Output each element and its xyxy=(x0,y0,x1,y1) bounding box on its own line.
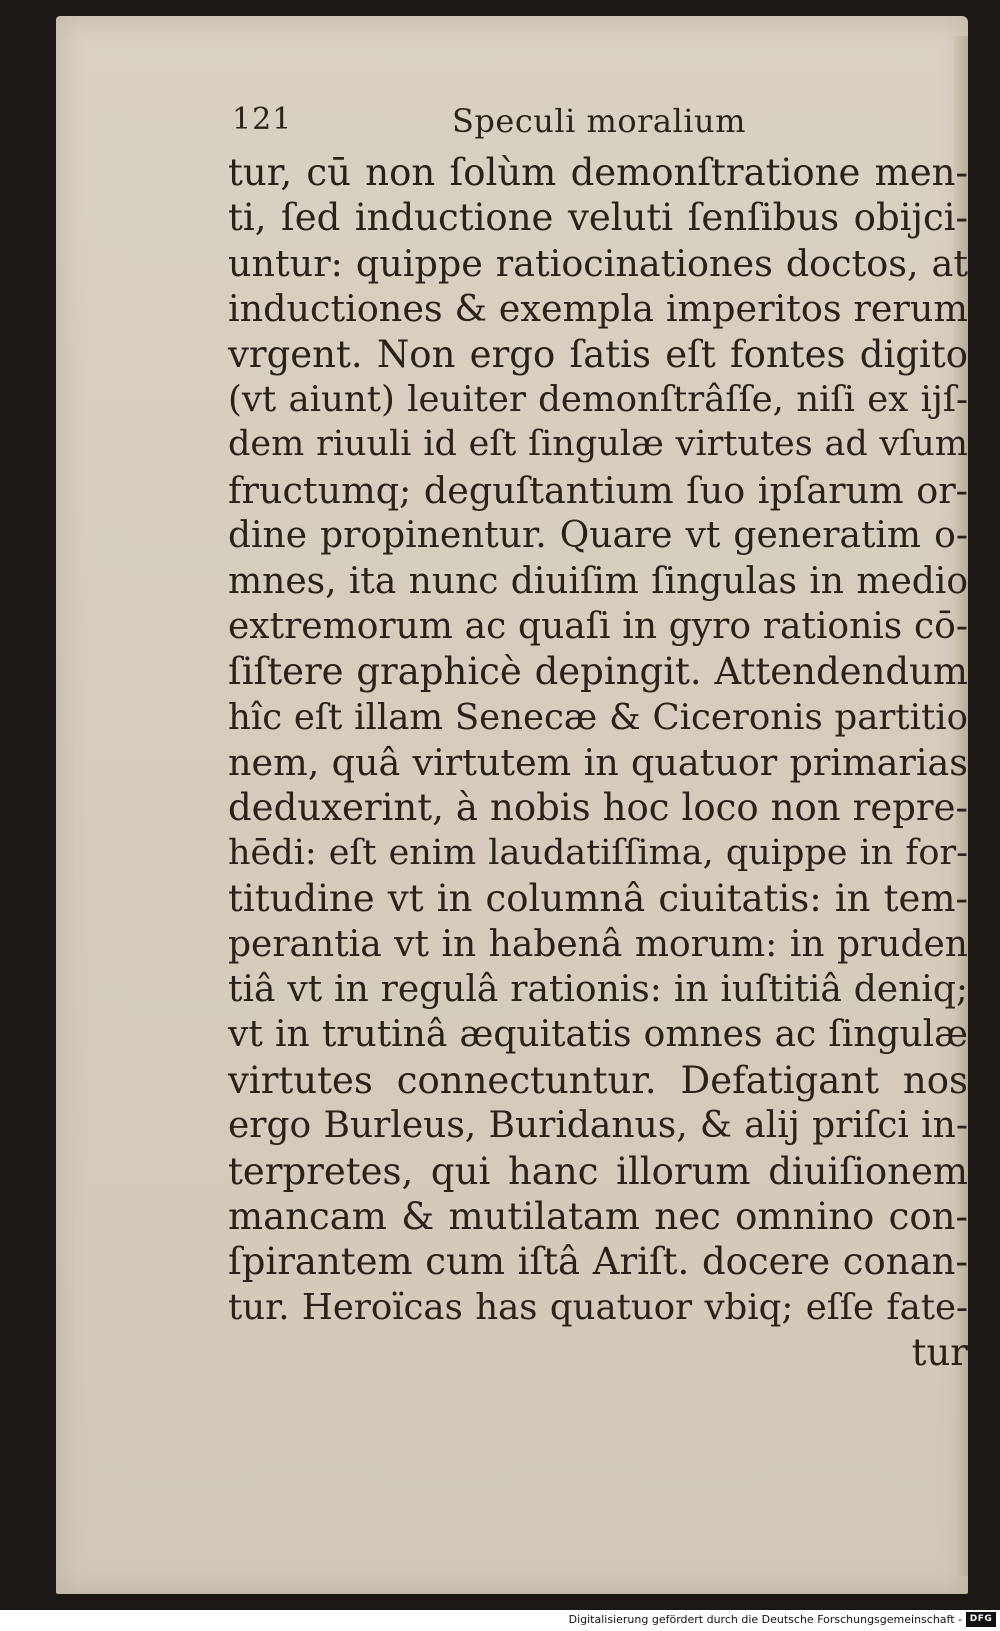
text-line: hēdi: eſt enim laudatiſſima, quippe in for- xyxy=(228,832,968,873)
footer-bar xyxy=(0,1610,1000,1631)
text-line: virtutes connectuntur. Defatigant nos xyxy=(228,1058,968,1102)
text-line: tur, cū non ſolùm demonſtratione men- xyxy=(228,151,968,194)
page-number: 121 xyxy=(232,102,293,137)
text-line: deduxerint, à nobis hoc loco non repre- xyxy=(228,786,968,830)
text-line: vrgent. Non ergo ſatis eſt fontes digito xyxy=(228,332,968,376)
text-line: ſpirantem cum iſtâ Ariſt. docere conan- xyxy=(228,1240,968,1284)
text-line: ſiſtere graphicè depingit. Attendendum xyxy=(228,650,968,694)
text-line: (vt aiunt) leuiter demonſtrâſſe, niſi ex ijſ- xyxy=(228,378,968,420)
text-line: titudine vt in columnâ ciuitatis: in tem- xyxy=(228,877,968,921)
text-line: untur: quippe ratiocinationes doctos, at xyxy=(228,241,968,285)
body-text xyxy=(228,150,968,1376)
text-line: inductiones & exempla imperitos rerum xyxy=(228,287,968,331)
text-line: fructumq; deguſtantium ſuo ipſarum or- xyxy=(228,468,968,512)
text-line: dem riuuli id eſt ſingulæ virtutes ad vſum xyxy=(228,424,968,465)
text-line: ergo Burleus, Buridanus, & alij priſci in- xyxy=(228,1105,968,1147)
text-line: dine propinentur. Quare vt generatim o- xyxy=(228,515,968,557)
page-header xyxy=(232,102,792,148)
text-line: extremorum ac quaſi in gyro rationis cō- xyxy=(228,605,968,647)
text-line: tur. Heroïcas has quatuor vbiq; eſſe fate- xyxy=(228,1286,968,1328)
text-line: hîc eſt illam Senecæ & Ciceronis partitio xyxy=(228,696,968,738)
text-line: ti, ſed inductione veluti ſenſibus obijci- xyxy=(228,196,968,240)
running-title: Speculi moralium xyxy=(452,102,746,140)
catchword: tur xyxy=(911,1331,968,1375)
text-line: mancam & mutilatam nec omnino con- xyxy=(228,1194,968,1238)
text-line: mnes, ita nunc diuiſim ſingulas in medio xyxy=(228,560,968,602)
text-line: nem, quâ virtutem in quatuor primarias xyxy=(228,741,968,785)
text-line: tiâ vt in regulâ rationis: in iuſtitiâ deniq; xyxy=(228,969,968,1011)
funding-notice: Digitalisierung gefördert durch die Deutsche Forschungsgemeinschaft - xyxy=(568,1613,962,1626)
dfg-logo: DFG xyxy=(966,1612,996,1627)
text-line: terpretes, qui hanc illorum diuiſionem xyxy=(228,1149,968,1193)
text-line: perantia vt in habenâ morum: in pruden xyxy=(228,923,968,965)
text-line: vt in trutinâ æquitatis omnes ac ſingulæ xyxy=(228,1014,968,1056)
